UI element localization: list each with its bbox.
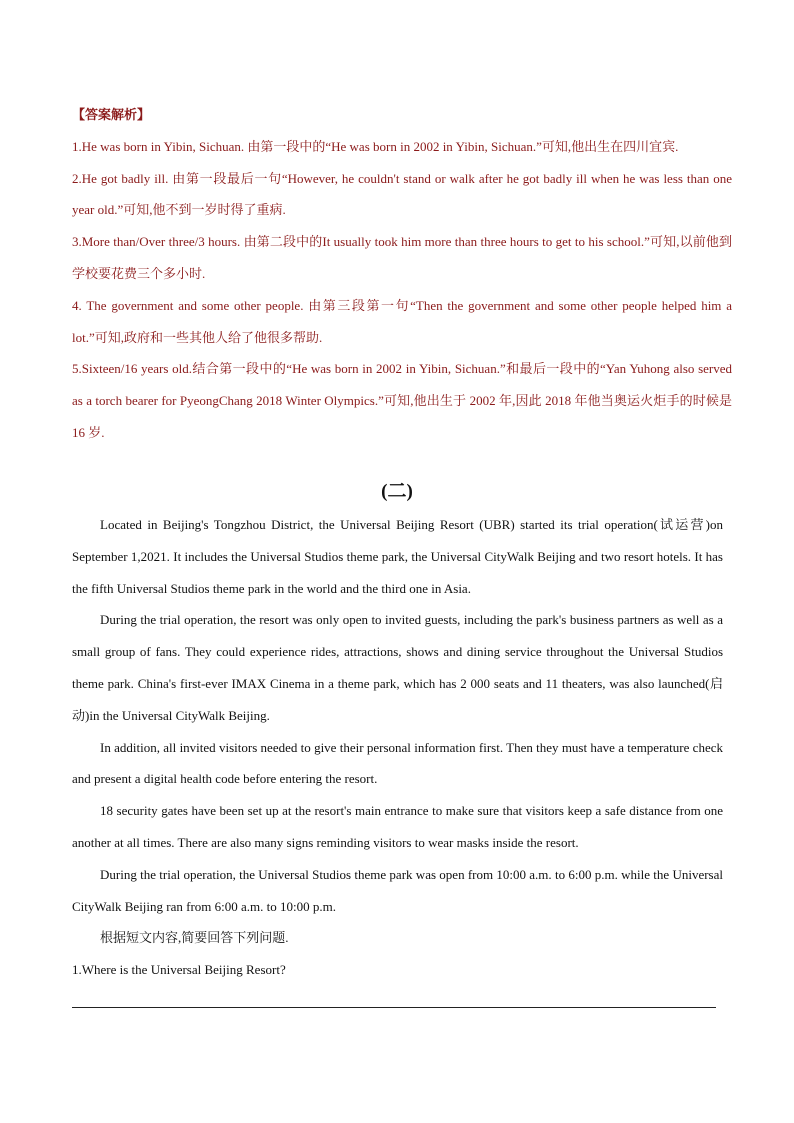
question-instruction: 根据短文内容,简要回答下列问题. [100, 930, 289, 946]
answer-explanation-section [72, 99, 732, 449]
answer-item-2: 2.He got badly ill. 由第一段最后一句“However, he couldn't stand or walk after he got badly ill when he was less than one year old.”可知,他不到一岁时得了重病. [72, 170, 732, 218]
passage-paragraph-1: Located in Beijing's Tongzhou District, the Universal Beijing Resort (UBR) started its trial operation(试运营)on September 1,2021. It includes the Universal Studios theme park, the Universal CityWalk Beijing and two resort hotels. It has the fifth Universal Studios theme park in the world and the third one in Asia. [72, 517, 723, 596]
answer-item-5: 5.Sixteen/16 years old.结合第一段中的“He was born in 2002 in Yibin, Sichuan.”和最后一段中的“Yan Yuhong also served as a torch bearer for PyeongChang 2018 Winter Olympics.”可知,他出生于 2002 年,因此 2018 年他当奥运火炬手的时候是 16 岁. [72, 361, 732, 440]
passage-paragraph-4: 18 security gates have been set up at the resort's main entrance to make sure that visitors keep a safe distance from one another at all times. There are also many signs reminding visitors to wear masks inside the resort. [72, 803, 723, 850]
answer-item-3: 3.More than/Over three/3 hours. 由第二段中的It usually took him more than three hours to get to his school.”可知,以前他到学校要花费三个多小时. [72, 234, 732, 281]
passage-paragraph-3: In addition, all invited visitors needed to give their personal information first. Then they must have a temperature check and present a digital health code before entering the resort. [72, 739, 723, 787]
section-title: (二) [381, 481, 413, 502]
reading-passage [72, 509, 723, 986]
passage-paragraph-2: During the trial operation, the resort was only open to invited guests, including the park's business partners as well as a small group of fans. They could experience rides, attractions, shows and dining service throughout the Universal Studios theme park. China's first-ever IMAX Cinema in a theme park, which has 2 000 seats and 11 theaters, was also launched(启动)in the Universal CityWalk Beijing. [72, 612, 723, 723]
passage-paragraph-5: During the trial operation, the Universal Studios theme park was open from 10:00 a.m. to 6:00 p.m. while the Universal CityWalk Beijing ran from 6:00 a.m. to 10:00 p.m. [72, 866, 723, 914]
answer-blank-line [72, 1007, 716, 1008]
answer-item-1: 1.He was born in Yibin, Sichuan. 由第一段中的“He was born in 2002 in Yibin, Sichuan.”可知,他出生在四川宜宾. [72, 138, 679, 154]
answer-item-4: 4. The government and some other people. 由第三段第一句“Then the government and some other people helped him a lot.”可知,政府和一些其他人给了他很多帮助. [72, 297, 732, 345]
question-1: 1.Where is the Universal Beijing Resort? [72, 962, 286, 978]
answer-heading: 【答案解析】 [72, 107, 151, 122]
